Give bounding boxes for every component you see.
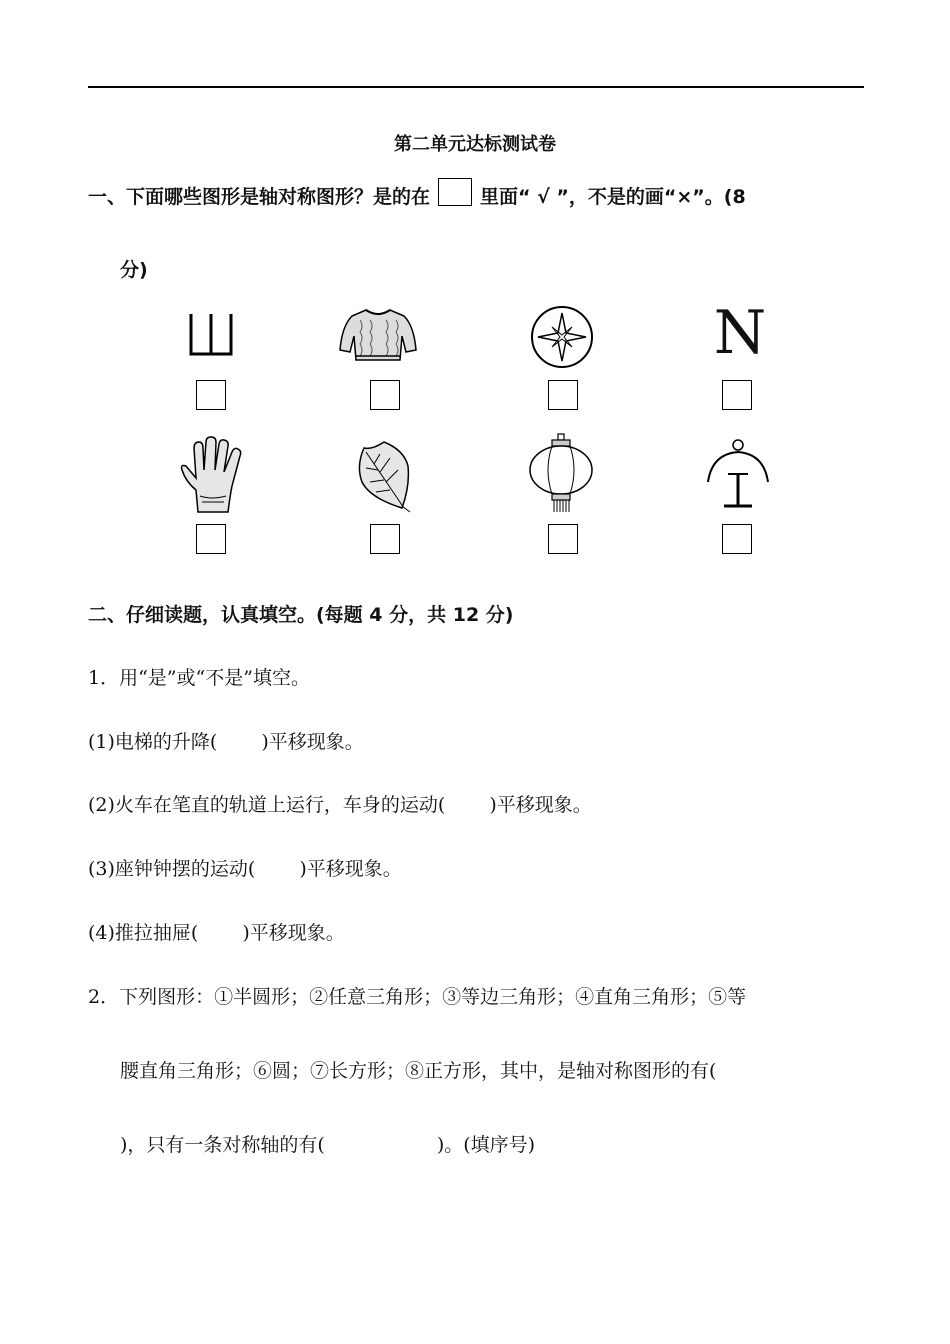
answer-box-sample [438,178,472,206]
q1-item-4-a: (4)推拉抽屉( [88,922,199,944]
q1-item-1-b: )平移现象。 [261,731,364,753]
q1-item-2 [88,790,592,817]
answer-box-4[interactable] [722,380,752,410]
q2-line-3-b: )。(填序号) [436,1134,536,1156]
answer-box-1[interactable] [196,380,226,410]
lantern-icon [528,432,594,516]
q2-line-2: 腰直角三角形；⑥圆；⑦长方形；⑧正方形，其中，是轴对称图形的有( [120,1060,717,1082]
answer-box-3[interactable] [548,380,578,410]
q2-line-3-a: )，只有一条对称轴的有( [120,1134,325,1156]
q1-item-3-a: (3)座钟钟摆的运动( [88,858,256,880]
top-rule [88,86,864,88]
q1-item-3 [88,854,402,881]
scale-icon [704,436,772,512]
q1-item-4-b: )平移现象。 [242,922,345,944]
part2-heading: 二、仔细读题，认真填空。(每题 4 分，共 12 分) [88,604,514,626]
sweater-icon [338,306,418,364]
leaf-icon [352,438,416,514]
answer-box-2[interactable] [370,380,400,410]
compass-star-icon [530,305,594,369]
answer-box-7[interactable] [548,524,578,554]
q1-item-3-b: )平移现象。 [299,858,402,880]
q1-item-1-a: (1)电梯的升降( [88,731,218,753]
page-title: 第二单元达标测试卷 [394,134,556,155]
q1-item-4 [88,918,345,945]
part1-instruction-a: 一、下面哪些图形是轴对称图形？是的在 [88,186,431,208]
q1-item-1 [88,727,364,754]
mountain-char-icon [188,312,234,358]
letter-n-icon: N [713,298,767,368]
hand-icon [178,436,246,514]
q1-stem: 1．用“是”或“不是”填空。 [88,667,310,689]
q2-line-3 [120,1130,535,1157]
answer-box-8[interactable] [722,524,752,554]
q2-line-1: 2．下列图形：①半圆形；②任意三角形；③等边三角形；④直角三角形；⑤等 [88,986,747,1008]
q1-item-2-b: )平移现象。 [489,794,592,816]
part1-instruction [88,178,746,209]
part1-instruction-b: 里面“ √ ”，不是的画“×”。(8 [480,186,746,208]
q1-item-2-a: (2)火车在笔直的轨道上运行，车身的运动( [88,794,446,816]
answer-box-6[interactable] [370,524,400,554]
part1-points: 分) [120,259,148,281]
answer-box-5[interactable] [196,524,226,554]
